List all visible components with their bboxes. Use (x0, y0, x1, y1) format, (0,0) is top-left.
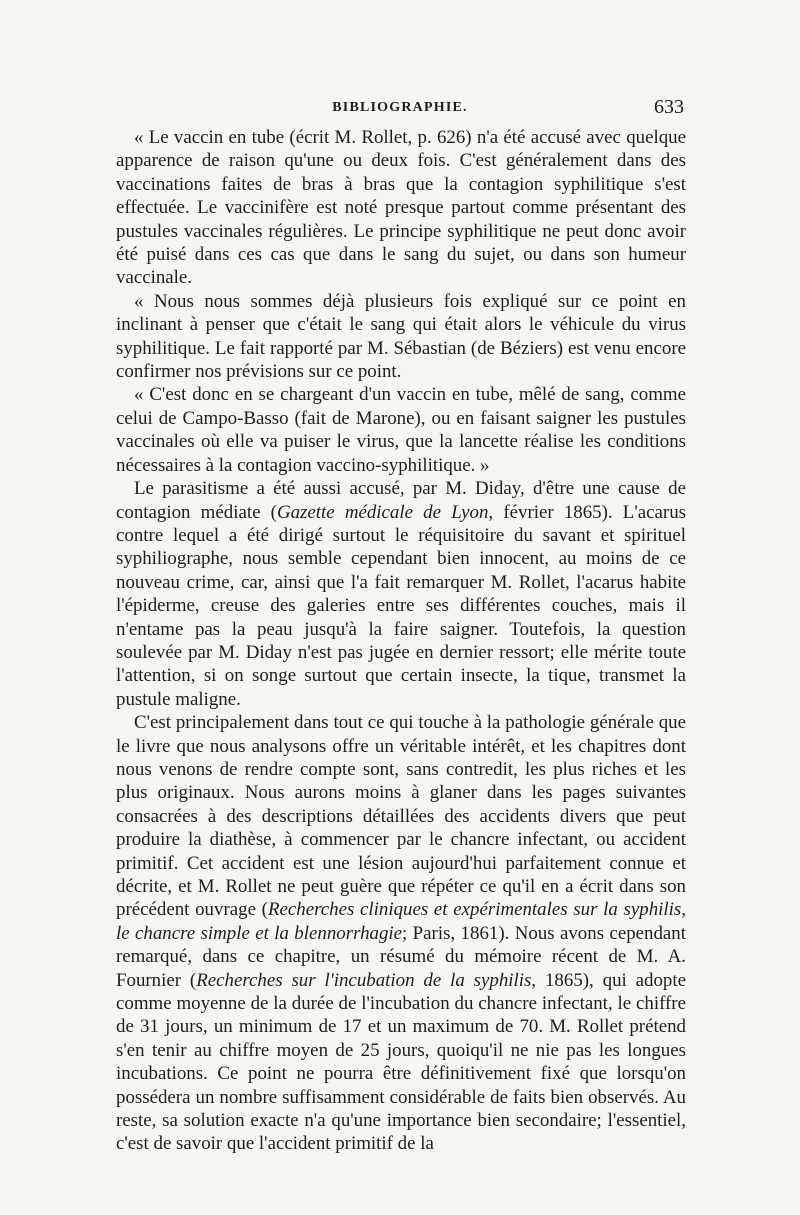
italic-citation: Gazette médicale de Lyon (276, 501, 489, 523)
paragraph (116, 383, 686, 477)
paragraph (116, 290, 686, 384)
italic-citation: Recherches sur l'incubation de la syphilis (196, 969, 532, 991)
text-run: ; Paris, 1861). Nous avons cependant remarqué, dans ce chapitre, un résumé du mémoire récent de M. A. Fournier ( (116, 922, 686, 991)
italic-citation: Recherches cliniques et expérimentales sur la syphilis, le chancre simple et la blennorrhagie (116, 899, 686, 944)
paragraph (116, 711, 686, 1156)
text-run: , février 1865). L'acarus contre lequel a été dirigé surtout le réquisitoire du savant et spirituel syphiliographe, nous semble cependant bien innocent, au moins de ce nouveau crime, car, ainsi que l'a fait remarquer M. Rollet, l'acarus habite l'épiderme, creuse des galeries entre ses différentes couches, mais il n'entame pas la peau jusqu'à la faire saigner. Toutefois, la question soulevée par M. Diday n'est pas jugée en dernier ressort; elle mérite toute l'attention, si on songe surtout que certain insecte, la tique, transmet la pustule maligne. (116, 501, 686, 710)
running-head (116, 96, 684, 122)
text-run: C'est principalement dans tout ce qui touche à la pathologie générale que le livre que nous analysons offre un véritable intérêt, et les chapitres dont nous venons de rendre compte sont, sans contredit, les plus riches et les plus originaux. Nous aurons moins à glaner dans les pages suivantes consacrées à des descriptions détaillées des accidents divers que peut produire la diathèse, à commencer par le chancre infectant, ou accident primitif. Cet accident est une lésion aujourd'hui parfaitement connue et décrite, et M. Rollet ne peut guère que répéter ce qu'il en a écrit dans son précédent ouvrage ( (116, 712, 686, 921)
body-text (116, 126, 686, 1156)
paragraph (116, 126, 686, 290)
page-number: 633 (654, 96, 684, 118)
text-run: « C'est donc en se chargeant d'un vaccin en tube, mêlé de sang, comme celui de Campo-Basso (fait de Marone), ou en faisant saigner les pustules vaccinales où elle va puiser le virus, que la lancette réalise les conditions nécessaires à la contagion vaccino-syphilitique. » (116, 384, 686, 476)
text-run: « Le vaccin en tube (écrit M. Rollet, p. 626) n'a été accusé avec quelque apparence de raison qu'une ou deux fois. C'est généralement dans des vaccinations faites de bras à bras que la contagion syphilitique s'est effectuée. Le vaccinifère est noté presque partout comme présentant des pustules vaccinales régulières. Le principe syphilitique ne peut donc avoir été puisé dans ces cas que dans le sang du sujet, ou dans son humeur vaccinale. (116, 127, 686, 289)
text-run: , 1865), qui adopte comme moyenne de la durée de l'incubation du chancre infectant, le chiffre de 31 jours, un minimum de 17 et un maximum de 70. M. Rollet prétend s'en tenir au chiffre moyen de 25 jours, quoiqu'il ne nie pas les longues incubations. Ce point ne pourra être définitivement fixé que lorsqu'on possédera un nombre suffisamment considérable de faits bien observés. Au reste, sa solution exacte n'a qu'une importance bien secondaire; l'essentiel, c'est de savoir que l'accident primitif de la (116, 969, 686, 1155)
running-title: BIBLIOGRAPHIE. (332, 100, 468, 115)
text-run: Le parasitisme a été aussi accusé, par M. Diday, d'être une cause de contagion médiate ( (116, 478, 686, 523)
text-run: « Nous nous sommes déjà plusieurs fois expliqué sur ce point en inclinant à penser que c'était le sang qui était alors le véhicule du virus syphilitique. Le fait rapporté par M. Sébastian (de Béziers) est venu encore confirmer nos prévisions sur ce point. (116, 290, 686, 383)
paragraph (116, 477, 686, 711)
